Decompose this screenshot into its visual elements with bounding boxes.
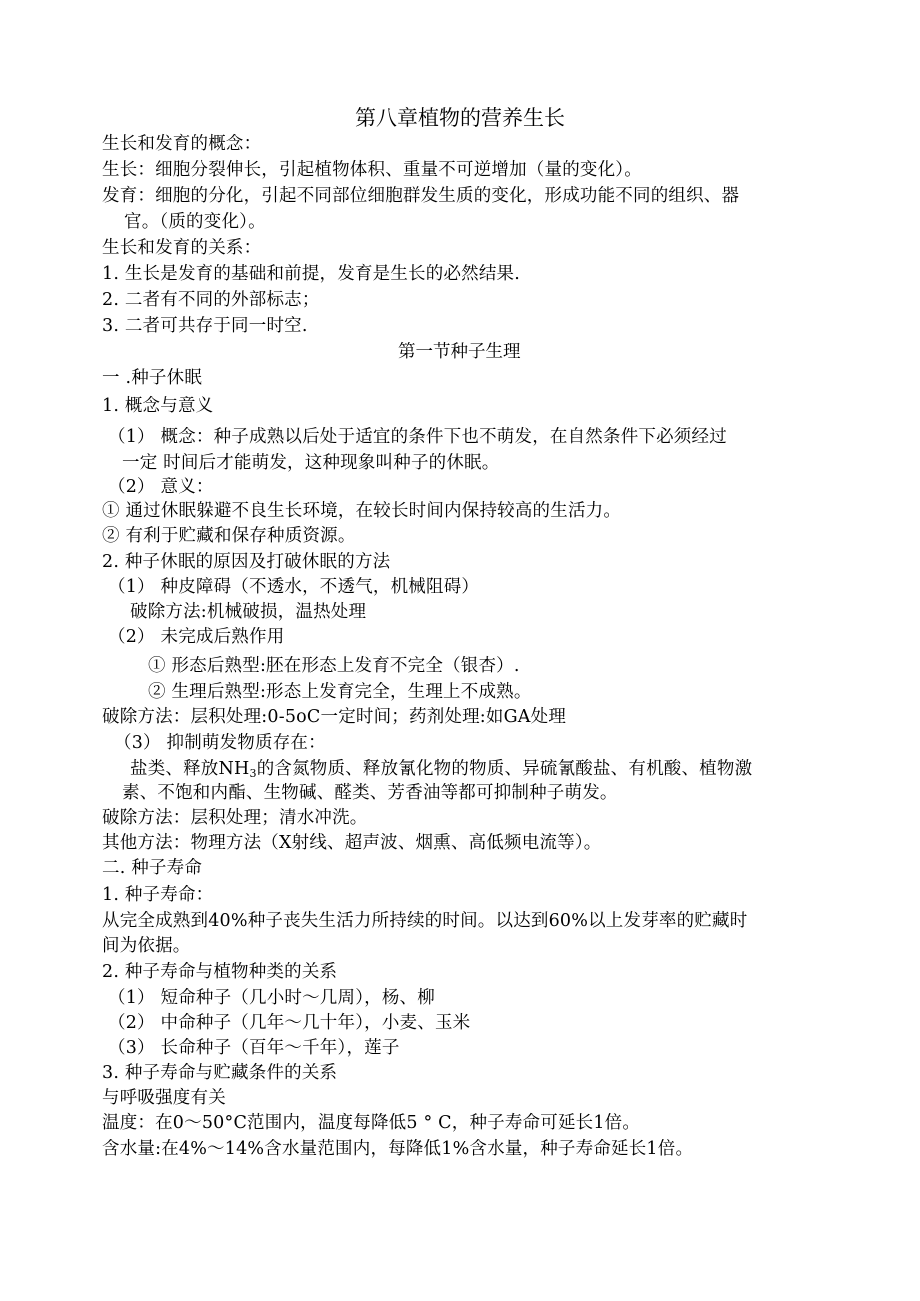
text-line: 素、不饱和内酯、生物碱、醛类、芳香油等都可抑制种子萌发。 [122,783,618,803]
text-line: 其他方法：物理方法（X射线、超声波、烟熏、高低频电流等）。 [102,833,602,853]
text-segment: 的含氮物质、释放氰化物的物质、异硫氰酸盐、有机酸、植物激 [256,759,753,779]
text-line: 破除方法：层积处理:0-5oC一定时间；药剂处理:如GA处理 [102,707,567,727]
heading-line: 一 .种子休眠 [102,368,203,388]
text-line: （3） 长命种子（百年～千年），莲子 [108,1038,400,1058]
text-line: 从完全成熟到40%种子丧失生活力所持续的时间。以达到60%以上发芽率的贮藏时 [102,911,748,931]
text-line: （3） 抑制萌发物质存在： [114,733,326,753]
text-line: 生长和发育的关系： [102,238,262,258]
text-line: 2. 二者有不同的外部标志； [102,290,320,310]
heading-line: 1. 种子寿命： [102,885,214,905]
subscript: 3 [249,767,257,780]
text-line: （2） 未完成后熟作用 [108,627,285,647]
text-line: 破除方法：层积处理；清水冲洗。 [102,808,368,828]
text-line: 含水量:在4%～14%含水量范围内，每降低1%含水量，种子寿命延长1倍。 [102,1139,694,1159]
text-line: 一定 时间后才能萌发，这种现象叫种子的休眠。 [122,453,500,473]
text-line: 发育：细胞的分化，引起不同部位细胞群发生质的变化，形成功能不同的组织、器 [102,186,740,206]
chapter-title: 第八章植物的营养生长 [355,106,565,130]
text-line: 温度：在0～50°C范围内，温度每降低5 ° C，种子寿命可延长1倍。 [102,1113,641,1133]
text-line: ② 有利于贮藏和保存种质资源。 [102,526,356,546]
section-title: 第一节种子生理 [398,342,521,362]
text-line: （1） 种皮障碍（不透水，不透气，机械阻碍） [108,577,480,597]
text-line: 1. 生长是发育的基础和前提，发育是生长的必然结果. [102,264,521,284]
text-line: ① 形态后熟型:胚在形态上发育不完全（银杏）. [148,656,520,676]
text-line [130,757,752,781]
text-segment: 盐类、释放NH [130,759,250,779]
heading-line: 二. 种子寿命 [102,858,203,878]
text-line: 间为依据。 [102,936,191,956]
heading-line: 2. 种子休眠的原因及打破休眠的方法 [102,552,391,572]
heading-line: 3. 种子寿命与贮藏条件的关系 [102,1063,338,1083]
heading-line: 2. 种子寿命与植物种类的关系 [102,962,338,982]
text-line: ① 通过休眠躲避不良生长环境，在较长时间内保持较高的生活力。 [102,501,622,521]
text-line: （2） 中命种子（几年～几十年），小麦、玉米 [108,1013,471,1033]
text-line: （1） 概念：种子成熟以后处于适宜的条件下也不萌发，在自然条件下必须经过 [108,427,727,447]
text-line: （1） 短命种子（几小时～几周），杨、柳 [108,988,435,1008]
text-line: 与呼吸强度有关 [102,1088,226,1108]
text-line: 生长：细胞分裂伸长，引起植物体积、重量不可逆增加（量的变化）。 [102,160,642,180]
text-line: 官。（质的变化）。 [124,212,266,232]
text-line: 生长和发育的概念： [102,134,262,154]
text-line: 破除方法:机械破损，温热处理 [130,602,367,622]
heading-line: 1. 概念与意义 [102,396,214,416]
text-line: ② 生理后熟型:形态上发育完全，生理上不成熟。 [148,682,532,702]
text-line: （2） 意义： [108,477,214,497]
text-line: 3. 二者可共存于同一时空. [102,316,308,336]
